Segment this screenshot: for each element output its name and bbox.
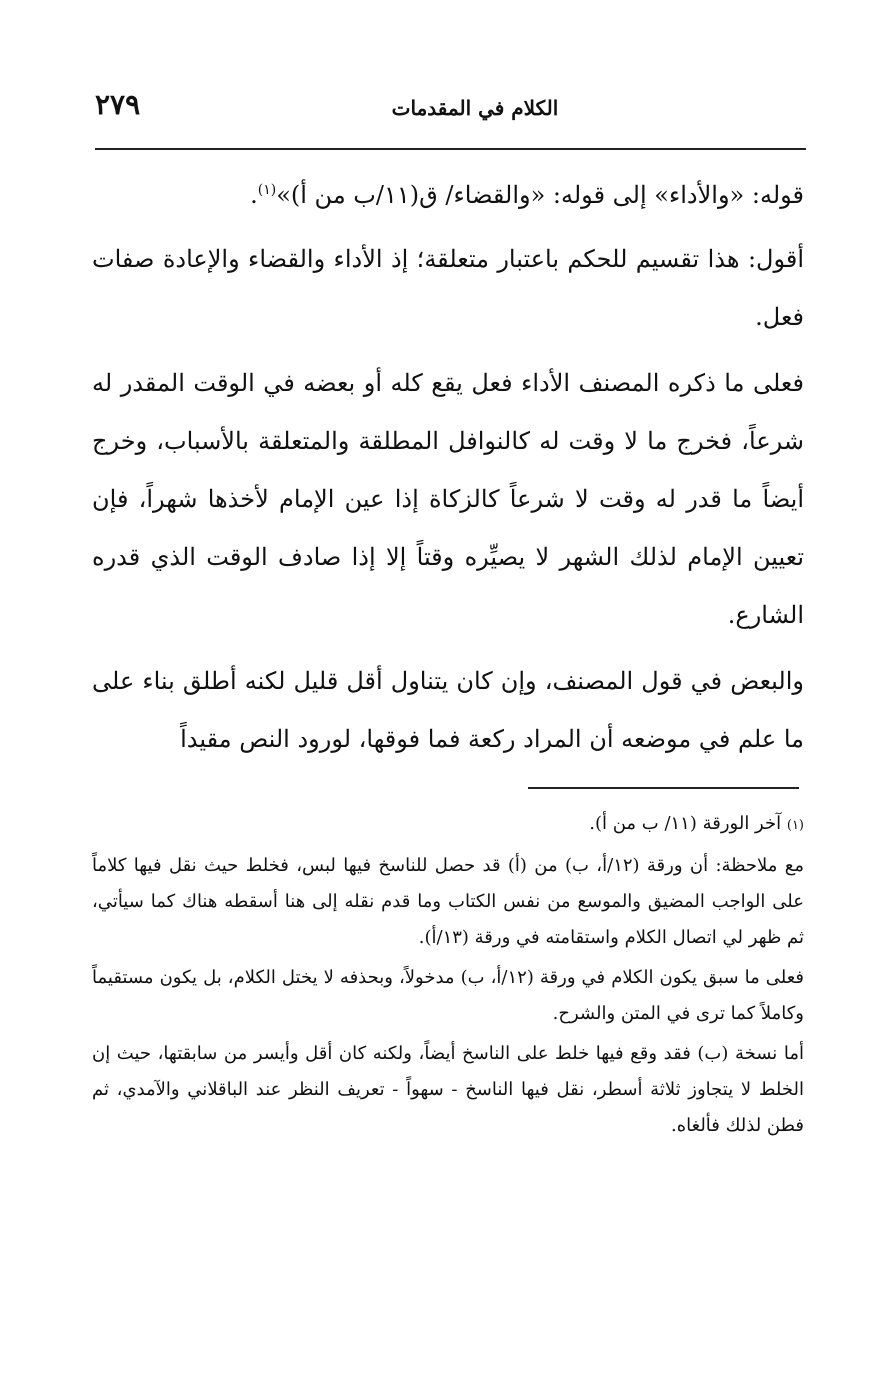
page-number: ٢٧٩: [95, 88, 141, 121]
footnote-paragraph: أما نسخة (ب) فقد وقع فيها خلط على الناسخ أيضاً، ولكنه كان أقل وأيسر من سابقتها، حيث إن الخلط لا يتجاوز ثلاثة أسطر، نقل فيها الناسخ - سهواً - تعريف النظر عند الباقلاني والآمدي، ثم فطن لذلك فألغاه.: [92, 1043, 804, 1136]
body-paragraph: فعلى ما ذكره المصنف الأداء فعل يقع كله أو بعضه في الوقت المقدر له شرعاً، فخرج ما لا وقت له كالنوافل المطلقة والمتعلقة بالأسباب، وخرج أيضاً ما قدر له وقت لا شرعاً كالزكاة إذا عين الإمام لأخذها شهراً، فإن تعيين الإمام لذلك الشهر لا يصيِّره وقتاً إلا إذا صادف الوقت الذي قدره الشارع.: [92, 369, 804, 629]
page-header: [95, 88, 807, 132]
footnotes: [92, 806, 804, 1148]
footnote-text: آخر الورقة (١١/ ب من أ).: [589, 813, 782, 834]
footnote-reference: (١): [257, 182, 277, 198]
running-title: الكلام في المقدمات: [391, 96, 559, 120]
body-paragraph: والبعض في قول المصنف، وإن كان يتناول أقل قليل لكنه أطلق بناء على ما علم في موضعه أن المراد ركعة فما فوقها، لورود النص مقيداً: [92, 667, 804, 753]
main-text: [92, 166, 804, 776]
footnote-paragraph: فعلى ما سبق يكون الكلام في ورقة (١٢/أ، ب) مدخولاً، وبحذفه لا يختل الكلام، بل يكون مستقيماً وكاملاً كما ترى في المتن والشرح.: [92, 967, 804, 1024]
body-paragraph: أقول: هذا تقسيم للحكم باعتبار متعلقة؛ إذ الأداء والقضاء والإعادة صفات فعل.: [92, 245, 804, 331]
footnote-first-line: [92, 806, 804, 844]
quoted-line-text: قوله: «والأداء» إلى قوله: «والقضاء/ ق(١١/ب من أ)»: [276, 181, 804, 209]
footnote-divider: [528, 787, 799, 789]
footnote-marker: (١): [786, 818, 804, 833]
quoted-line: [92, 166, 804, 224]
quoted-line-end: .: [250, 181, 258, 209]
header-divider: [95, 148, 806, 150]
footnote-paragraph: مع ملاحظة: أن ورقة (١٢/أ، ب) من (أ) قد حصل للناسخ فيها لبس، فخلط حيث نقل فيها كلاماً على الواجب المضيق والموسع من نفس الكتاب وما قدم نقله إلى هنا أسقطه هناك كما سيأتي، ثم ظهر لي اتصال الكلام واستقامته في ورقة (١٣/أ).: [92, 855, 804, 948]
